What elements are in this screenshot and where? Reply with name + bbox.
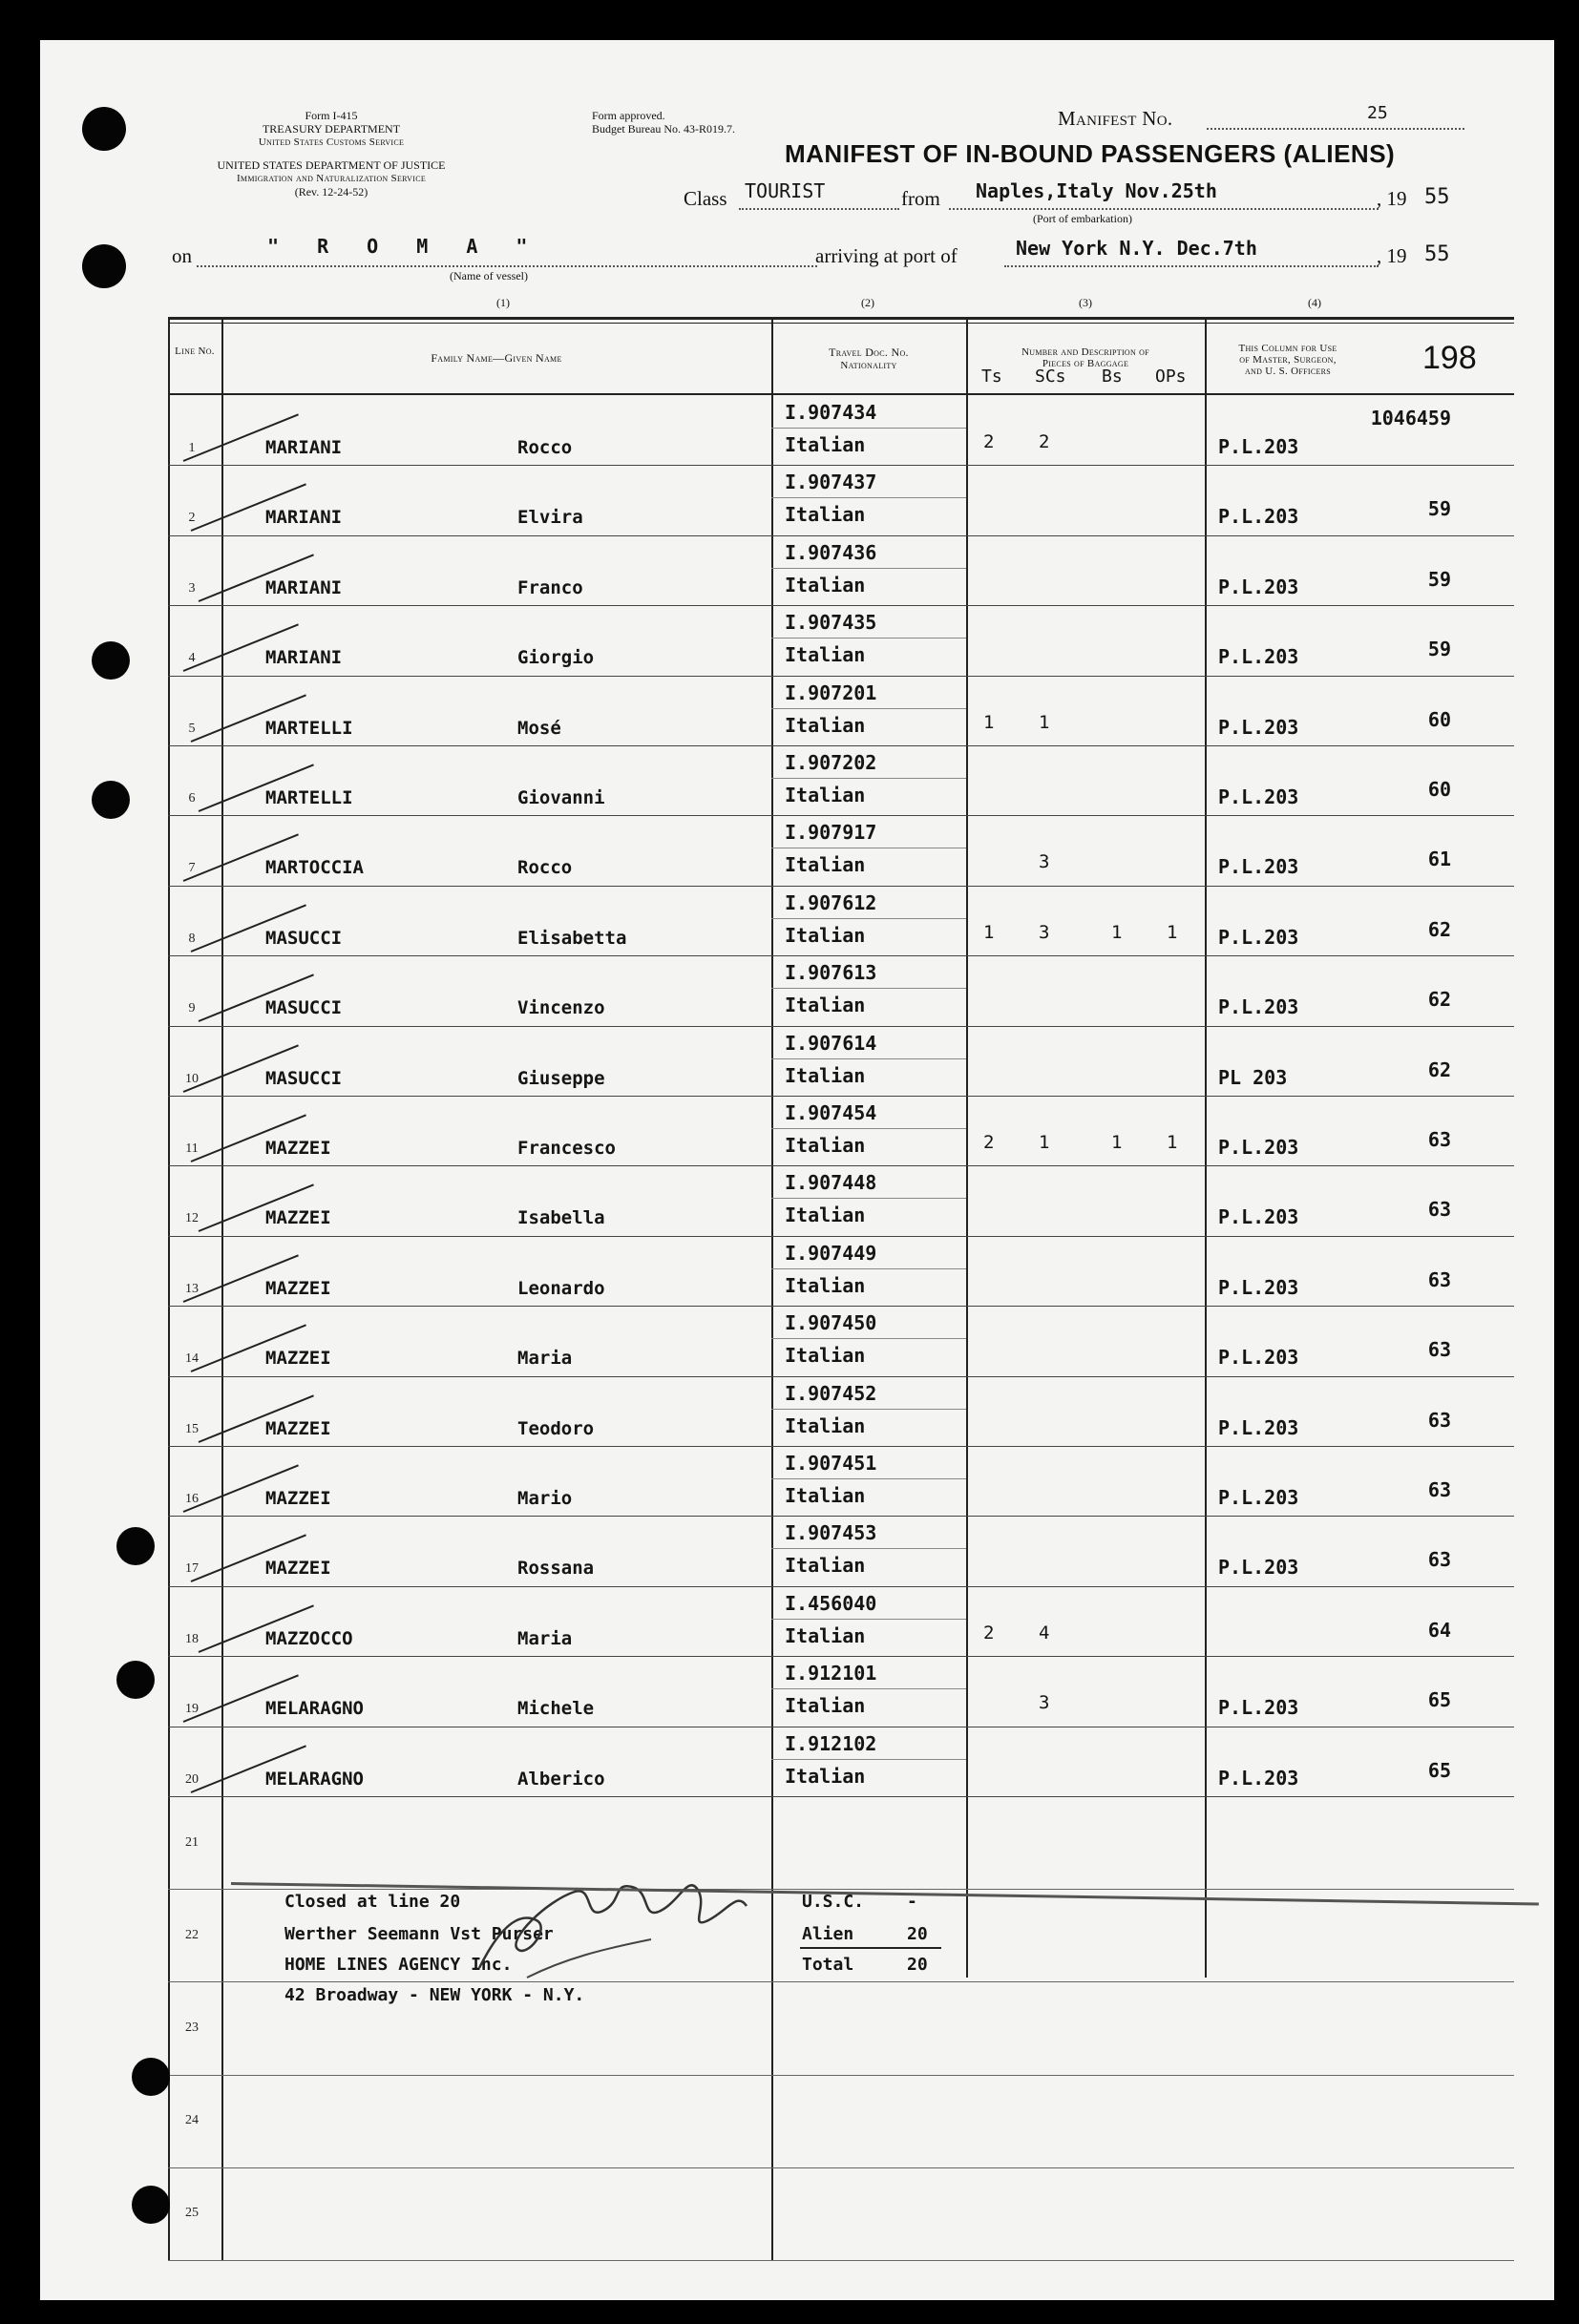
given-name: Leonardo <box>517 1277 605 1299</box>
pl-code: P.L.203 <box>1218 1275 1299 1299</box>
manifest-label: Manifest No. <box>1058 107 1173 130</box>
doc-divider <box>771 708 966 709</box>
baggage-count: 1 <box>1039 1132 1050 1153</box>
family-name: MASUCCI <box>265 927 343 949</box>
manifest-number: 25 <box>1367 103 1388 123</box>
pl-code: P.L.203 <box>1218 435 1299 458</box>
nationality: Italian <box>785 1134 866 1157</box>
line-number: 10 <box>185 1071 199 1086</box>
budget-bureau: Budget Bureau No. 43-R019.7. <box>592 122 735 136</box>
nationality: Italian <box>785 1063 866 1087</box>
port-embarkation-caption: (Port of embarkation) <box>1033 212 1132 225</box>
department-of-justice: UNITED STATES DEPARTMENT OF JUSTICE <box>217 158 446 172</box>
family-name: MARIANI <box>265 507 343 529</box>
officer-code: 63 <box>1427 1128 1451 1151</box>
form-approved: Form approved. <box>592 109 665 122</box>
doc-divider <box>771 778 966 779</box>
line-number: 9 <box>188 1001 196 1016</box>
officer-code: 62 <box>1427 1057 1451 1081</box>
baggage-count: 2 <box>983 1622 995 1644</box>
baggage-count: 2 <box>1039 431 1050 452</box>
binder-hole <box>132 2058 170 2096</box>
pl-code: PL 203 <box>1218 1065 1288 1089</box>
family-name: MAZZEI <box>265 1207 331 1229</box>
given-name: Franco <box>517 576 583 598</box>
travel-doc-number: I.907201 <box>785 680 877 704</box>
closing-line-3: HOME LINES AGENCY Inc. <box>284 1955 513 1975</box>
on-label: on <box>172 244 192 267</box>
header-nationality: Nationality <box>840 360 897 371</box>
line-number: 17 <box>185 1561 199 1577</box>
pl-code: P.L.203 <box>1218 1205 1299 1229</box>
nationality: Italian <box>785 1554 866 1578</box>
row-divider <box>168 1889 1514 1890</box>
pl-code: P.L.203 <box>1218 1346 1299 1370</box>
baggage-count: 1 <box>1039 711 1050 733</box>
doc-divider <box>771 1338 966 1339</box>
travel-doc-number: I.912101 <box>785 1662 877 1685</box>
baggage-ops: OPs <box>1155 366 1187 387</box>
row-divider <box>168 1586 1514 1587</box>
officer-code: 63 <box>1427 1338 1451 1362</box>
family-name: MAZZEI <box>265 1348 331 1370</box>
row-divider <box>168 1026 1514 1027</box>
line-number: 6 <box>188 791 196 806</box>
family-name: MARIANI <box>265 647 343 669</box>
total-label: Total <box>802 1955 854 1975</box>
manifest-title: MANIFEST OF IN-BOUND PASSENGERS (ALIENS) <box>785 139 1396 168</box>
doc-divider <box>771 497 966 498</box>
travel-doc-number: I.907612 <box>785 890 877 914</box>
binder-hole <box>92 781 130 819</box>
given-name: Michele <box>517 1698 595 1720</box>
binder-hole <box>116 1527 155 1565</box>
pl-code: P.L.203 <box>1218 855 1299 879</box>
family-name: MAZZEI <box>265 1558 331 1580</box>
officer-code: 59 <box>1427 497 1451 521</box>
baggage-count: 1 <box>983 711 995 733</box>
travel-doc-number: I.907613 <box>785 961 877 985</box>
baggage-count: 2 <box>983 1132 995 1153</box>
travel-doc-number: I.912102 <box>785 1731 877 1755</box>
nationality: Italian <box>785 1204 866 1227</box>
closing-line-1: Closed at line 20 <box>284 1892 461 1912</box>
row-divider <box>168 1165 1514 1166</box>
immigration-service: Immigration and Naturalization Service <box>236 173 427 184</box>
customs-service: United States Customs Service <box>258 136 405 148</box>
given-name: Rocco <box>517 437 573 458</box>
travel-doc-number: I.907917 <box>785 821 877 845</box>
given-name: Mario <box>517 1488 573 1509</box>
alien-label: Alien <box>802 1924 854 1944</box>
row-divider <box>168 1236 1514 1237</box>
pl-code: P.L.203 <box>1218 1766 1299 1790</box>
nationality: Italian <box>785 1764 866 1788</box>
row-divider <box>168 605 1514 606</box>
travel-doc-number: I.907449 <box>785 1241 877 1265</box>
doc-divider <box>771 1409 966 1410</box>
line-number: 24 <box>185 2113 199 2128</box>
given-name: Giovanni <box>517 787 605 808</box>
column-number-2: (2) <box>861 296 874 309</box>
year-2: 55 <box>1424 242 1450 266</box>
nationality: Italian <box>785 853 866 877</box>
closing-line-4: 42 Broadway - NEW YORK - N.Y. <box>284 1985 585 2005</box>
doc-divider <box>771 918 966 919</box>
vessel-name: " R O M A " <box>267 235 541 258</box>
officer-code: 59 <box>1427 567 1451 591</box>
form-number: Form I-415 <box>305 109 358 122</box>
row-divider <box>168 745 1514 746</box>
line-number: 13 <box>185 1281 199 1296</box>
line-number: 25 <box>185 2206 199 2221</box>
officer-code: 62 <box>1427 988 1451 1012</box>
given-name: Isabella <box>517 1207 605 1229</box>
line-number: 7 <box>188 861 196 876</box>
header-baggage-2: Pieces of Baggage <box>1042 358 1129 369</box>
nationality: Italian <box>785 503 866 527</box>
given-name: Rocco <box>517 857 573 879</box>
line-number: 11 <box>185 1141 199 1156</box>
page-number: 198 <box>1422 340 1477 376</box>
doc-divider <box>771 1478 966 1479</box>
row-divider <box>168 465 1514 466</box>
given-name: Giorgio <box>517 647 595 669</box>
baggage-scs: SCs <box>1035 366 1066 387</box>
row-divider <box>168 1981 1514 1982</box>
travel-doc-number: I.907434 <box>785 401 877 424</box>
officer-code: 63 <box>1427 1267 1451 1291</box>
doc-divider <box>771 638 966 639</box>
family-name: MAZZEI <box>265 1277 331 1299</box>
binder-hole <box>116 1661 155 1699</box>
usc-label: U.S.C. <box>802 1892 865 1912</box>
pl-code: P.L.203 <box>1218 715 1299 739</box>
line-number: 18 <box>185 1631 199 1646</box>
class-label: Class <box>684 187 727 210</box>
arrival-value: New York N.Y. Dec.7th <box>1016 237 1257 260</box>
pl-code: P.L.203 <box>1218 505 1299 529</box>
manifest-page <box>40 40 1554 2300</box>
officer-code: 63 <box>1427 1478 1451 1501</box>
travel-doc-number: I.907452 <box>785 1381 877 1405</box>
nationality: Italian <box>785 1413 866 1437</box>
nationality: Italian <box>785 923 866 947</box>
doc-divider <box>771 1619 966 1620</box>
line-number: 16 <box>185 1492 199 1506</box>
travel-doc-number: I.456040 <box>785 1591 877 1615</box>
given-name: Alberico <box>517 1768 605 1790</box>
doc-divider <box>771 1759 966 1760</box>
row-divider <box>168 676 1514 677</box>
header-travel-doc: Travel Doc. No. <box>829 345 909 359</box>
from-value: Naples,Italy Nov.25th <box>976 179 1217 202</box>
officer-code: 59 <box>1427 638 1451 661</box>
column-number-4: (4) <box>1308 296 1321 309</box>
row-divider <box>168 1796 1514 1797</box>
pl-code: P.L.203 <box>1218 785 1299 808</box>
travel-doc-number: I.907614 <box>785 1031 877 1055</box>
row-divider <box>168 815 1514 816</box>
nationality: Italian <box>785 994 866 1017</box>
family-name: MARIANI <box>265 576 343 598</box>
family-name: MELARAGNO <box>265 1768 364 1790</box>
header-line-no: Line No. <box>175 345 215 357</box>
line-number: 4 <box>188 651 196 666</box>
family-name: MAZZEI <box>265 1138 331 1159</box>
baggage-count: 3 <box>1039 921 1050 943</box>
pl-code: P.L.203 <box>1218 1696 1299 1720</box>
nationality: Italian <box>785 1623 866 1647</box>
family-name: MARTELLI <box>265 787 353 808</box>
given-name: Maria <box>517 1348 573 1370</box>
binder-hole <box>92 641 130 680</box>
given-name: Elisabetta <box>517 927 627 949</box>
family-name: MELARAGNO <box>265 1698 364 1720</box>
line-number: 15 <box>185 1421 199 1436</box>
header-baggage-1: Number and Description of <box>1021 346 1149 358</box>
row-divider <box>168 535 1514 536</box>
header-officers-1: This Column for Use <box>1238 343 1337 354</box>
baggage-count: 1 <box>1111 1132 1123 1153</box>
baggage-ts: Ts <box>981 366 1002 387</box>
nationality: Italian <box>785 1694 866 1718</box>
baggage-bs: Bs <box>1102 366 1123 387</box>
officer-code: 60 <box>1427 778 1451 801</box>
baggage-count: 1 <box>1167 921 1178 943</box>
revision-date: (Rev. 12-24-52) <box>294 185 368 199</box>
doc-divider <box>771 1198 966 1199</box>
doc-divider <box>771 1128 966 1129</box>
officer-code: 60 <box>1427 707 1451 731</box>
arriving-label: arriving at port of <box>815 244 958 267</box>
pl-code: P.L.203 <box>1218 575 1299 598</box>
total-value: 20 <box>907 1955 928 1975</box>
nationality: Italian <box>785 713 866 737</box>
line-number: 5 <box>188 721 196 736</box>
family-name: MAZZEI <box>265 1488 331 1509</box>
travel-doc-number: I.907437 <box>785 471 877 494</box>
row-divider <box>168 955 1514 956</box>
line-number: 8 <box>188 931 196 946</box>
row-divider <box>168 2075 1514 2076</box>
baggage-count: 2 <box>983 431 995 452</box>
usc-value: - <box>907 1892 917 1912</box>
travel-doc-number: I.907202 <box>785 751 877 774</box>
column-number-1: (1) <box>496 296 510 309</box>
line-number: 23 <box>185 2020 199 2035</box>
doc-divider <box>771 1268 966 1269</box>
baggage-count: 3 <box>1039 1692 1050 1714</box>
family-name: MARIANI <box>265 437 343 458</box>
baggage-count: 3 <box>1039 851 1050 873</box>
treasury-department: TREASURY DEPARTMENT <box>262 122 401 136</box>
pl-code: P.L.203 <box>1218 1415 1299 1439</box>
officer-code: 63 <box>1427 1548 1451 1572</box>
row-divider <box>168 1096 1514 1097</box>
nationality: Italian <box>785 1344 866 1368</box>
nationality: Italian <box>785 1273 866 1297</box>
line-number: 2 <box>188 511 196 526</box>
header-officers-3: and U. S. Officers <box>1244 366 1332 377</box>
given-name: Teodoro <box>517 1417 595 1439</box>
officer-code: 1046459 <box>1370 407 1451 429</box>
doc-divider <box>771 1058 966 1059</box>
family-name: MAZZOCCO <box>265 1627 353 1649</box>
officer-code: 61 <box>1427 848 1451 871</box>
travel-doc-number: I.907451 <box>785 1452 877 1475</box>
line-number: 22 <box>185 1927 199 1942</box>
binder-hole <box>132 2186 170 2224</box>
baggage-count: 1 <box>1111 921 1123 943</box>
family-name: MARTELLI <box>265 717 353 739</box>
line-number: 12 <box>185 1211 199 1226</box>
row-divider <box>168 1446 1514 1447</box>
doc-divider <box>771 988 966 989</box>
purser-signature <box>460 1853 785 1997</box>
baggage-count: 1 <box>1167 1132 1178 1153</box>
family-name: MASUCCI <box>265 1067 343 1089</box>
doc-divider <box>771 428 966 429</box>
officer-code: 63 <box>1427 1408 1451 1432</box>
given-name: Vincenzo <box>517 997 605 1019</box>
nationality: Italian <box>785 1484 866 1507</box>
line-number: 1 <box>188 441 196 455</box>
pl-code: P.L.203 <box>1218 1136 1299 1159</box>
travel-doc-number: I.907448 <box>785 1171 877 1195</box>
officer-code: 63 <box>1427 1198 1451 1222</box>
row-divider <box>168 2167 1514 2168</box>
line-number: 19 <box>185 1702 199 1717</box>
travel-doc-number: I.907453 <box>785 1521 877 1545</box>
pl-code: P.L.203 <box>1218 925 1299 949</box>
line-number: 14 <box>185 1351 199 1367</box>
line-number: 3 <box>188 580 196 596</box>
given-name: Rossana <box>517 1558 595 1580</box>
class-value: TOURIST <box>745 179 826 202</box>
pl-code: P.L.203 <box>1218 1556 1299 1580</box>
from-label: from <box>901 187 940 210</box>
header-family-given-name: Family Name—Given Name <box>431 351 562 365</box>
row-divider <box>168 1306 1514 1307</box>
doc-divider <box>771 568 966 569</box>
line-number: 21 <box>185 1834 199 1850</box>
given-name: Elvira <box>517 507 583 529</box>
officer-code: 65 <box>1427 1758 1451 1782</box>
column-number-3: (3) <box>1079 296 1092 309</box>
vessel-caption: (Name of vessel) <box>450 269 528 283</box>
nationality: Italian <box>785 433 866 456</box>
row-divider <box>168 886 1514 887</box>
header-officers-2: of Master, Surgeon, <box>1239 354 1337 366</box>
doc-divider <box>771 1548 966 1549</box>
given-name: Giuseppe <box>517 1067 605 1089</box>
family-name: MAZZEI <box>265 1417 331 1439</box>
binder-hole <box>82 107 126 151</box>
pl-code: P.L.203 <box>1218 1486 1299 1509</box>
travel-doc-number: I.907450 <box>785 1311 877 1335</box>
nationality: Italian <box>785 573 866 597</box>
given-name: Francesco <box>517 1138 616 1159</box>
officer-code: 65 <box>1427 1688 1451 1712</box>
doc-divider <box>771 1688 966 1689</box>
baggage-count: 4 <box>1039 1622 1050 1644</box>
binder-hole <box>82 244 126 288</box>
row-divider <box>168 2260 1514 2261</box>
year-1: 55 <box>1424 185 1450 209</box>
pl-code: P.L.203 <box>1218 995 1299 1019</box>
baggage-count: 1 <box>983 921 995 943</box>
row-divider <box>168 1516 1514 1517</box>
alien-value: 20 <box>907 1924 928 1944</box>
nationality: Italian <box>785 643 866 667</box>
pl-code: P.L.203 <box>1218 645 1299 669</box>
year-prefix-2: , 19 <box>1377 244 1407 267</box>
officer-code: 64 <box>1427 1618 1451 1642</box>
officer-code: 62 <box>1427 917 1451 941</box>
family-name: MASUCCI <box>265 997 343 1019</box>
closing-line-2: Werther Seemann Vst Purser <box>284 1924 554 1944</box>
family-name: MARTOCCIA <box>265 857 364 879</box>
given-name: Mosé <box>517 717 561 739</box>
row-divider <box>168 1656 1514 1657</box>
nationality: Italian <box>785 784 866 806</box>
year-prefix-1: , 19 <box>1377 187 1407 210</box>
given-name: Maria <box>517 1627 573 1649</box>
travel-doc-number: I.907454 <box>785 1101 877 1124</box>
line-number: 20 <box>185 1771 199 1787</box>
row-divider <box>168 1376 1514 1377</box>
travel-doc-number: I.907435 <box>785 611 877 635</box>
travel-doc-number: I.907436 <box>785 540 877 564</box>
